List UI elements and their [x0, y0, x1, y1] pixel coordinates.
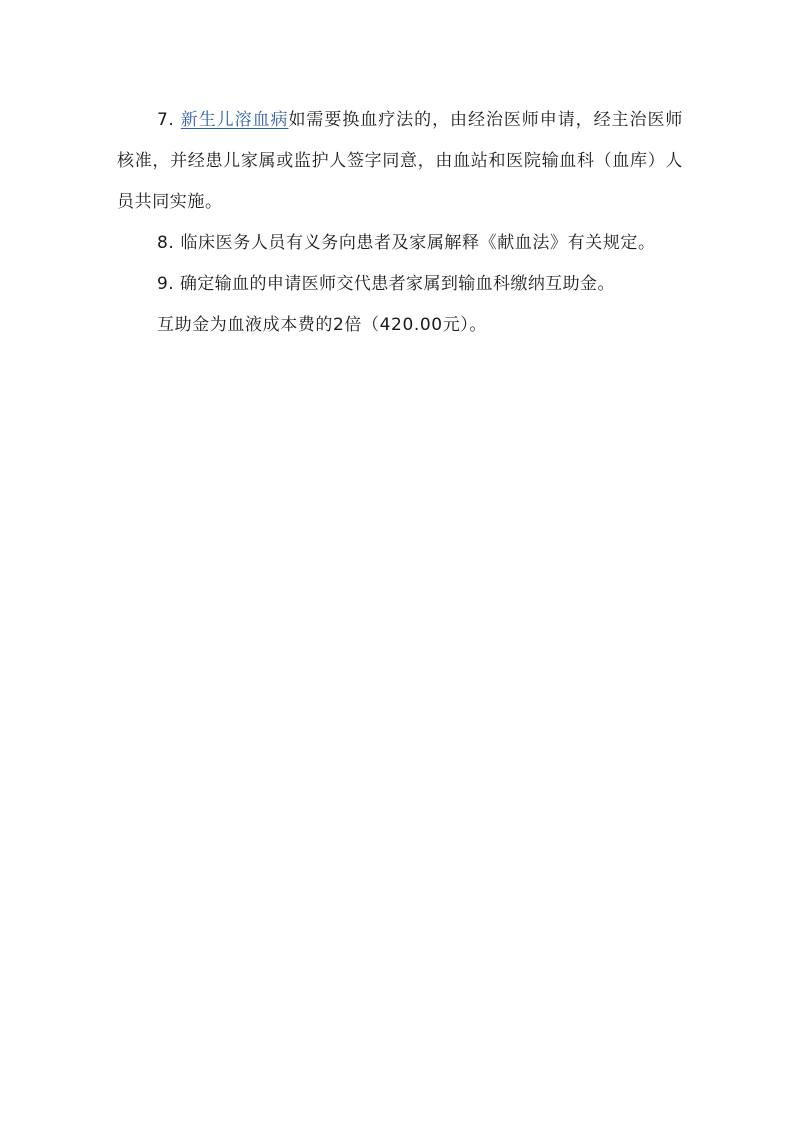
paragraph-item-9: [117, 264, 683, 305]
paragraph-text: 如需要换血疗法的，由经治医师申请，经主治医师核准，并经患儿家属或监护人签字同意，由血站和医院输血科（血库）人员共同实施。: [117, 110, 683, 212]
paragraph-mutual-aid-fee: [117, 305, 683, 346]
item-number: 7.: [157, 110, 175, 130]
document-body: [117, 100, 683, 346]
paragraph-text: 互助金为血液成本费的2倍（420.00元）。: [157, 315, 487, 335]
item-number: 8.: [157, 233, 175, 253]
item-number: 9.: [157, 274, 175, 294]
paragraph-text: 确定输血的申请医师交代患者家属到输血科缴纳互助金。: [179, 274, 615, 294]
paragraph-item-7: [117, 100, 683, 223]
paragraph-text: 临床医务人员有义务向患者及家属解释《献血法》有关规定。: [180, 233, 656, 253]
newborn-hemolytic-disease-link[interactable]: 新生儿溶血病: [180, 110, 289, 130]
paragraph-item-8: [117, 223, 683, 264]
